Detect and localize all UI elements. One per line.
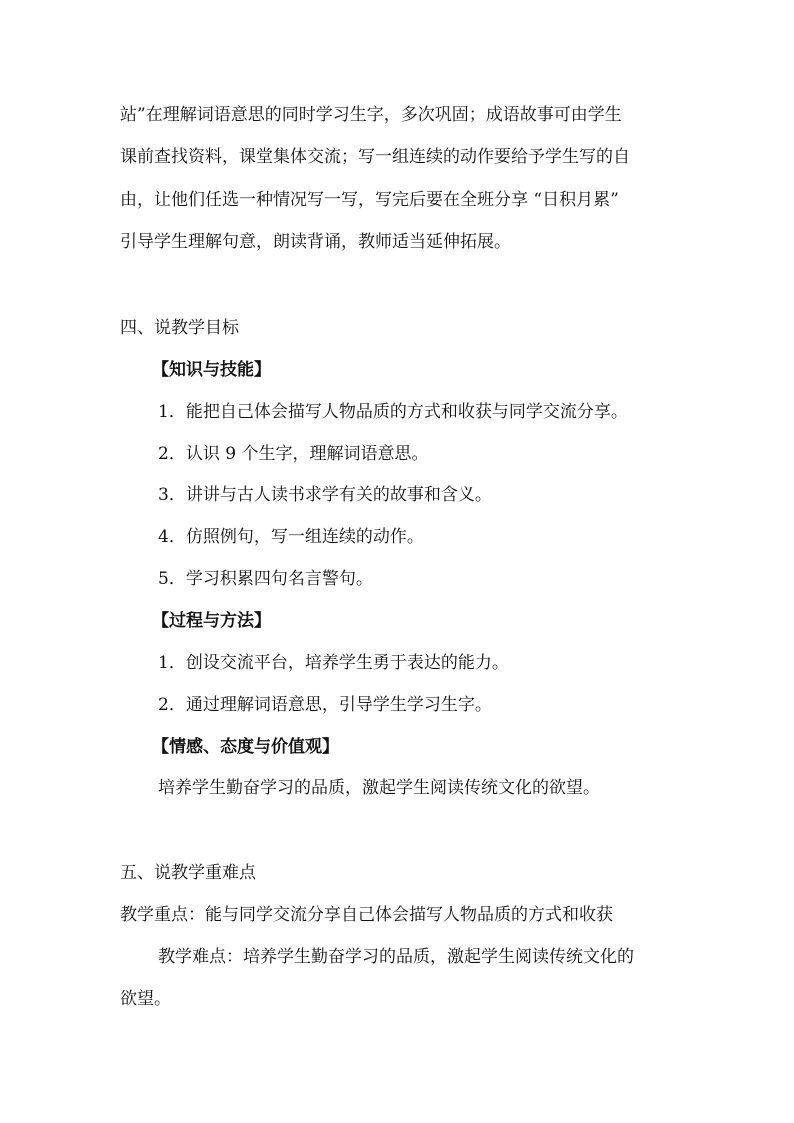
- intro-line-3: 由，让他们任选一种情况写一写，写完后要在全班分享 “日积月累”: [120, 190, 619, 210]
- process-item-1: 1．创设交流平台，培养学生勇于表达的能力。: [158, 653, 509, 673]
- process-heading: 【过程与方法】: [152, 611, 271, 631]
- key-point-text: 教学重点：能与同学交流分享自己体会描写人物品质的方式和收获: [120, 905, 613, 925]
- difficulty-text-line-2: 欲望。: [120, 989, 171, 1009]
- knowledge-item-2: 2．认识 9 个生字，理解词语意思。: [158, 444, 429, 464]
- knowledge-item-5: 5．学习积累四句名言警句。: [158, 569, 373, 589]
- knowledge-item-4: 4．仿照例句，写一组连续的动作。: [158, 527, 424, 547]
- section-4-heading: 四、说教学目标: [120, 318, 239, 338]
- emotion-heading: 【情感、态度与价值观】: [152, 737, 339, 757]
- intro-line-4: 引导学生理解句意，朗读背诵，教师适当延伸拓展。: [120, 232, 511, 252]
- emotion-text: 培养学生勤奋学习的品质，激起学生阅读传统文化的欲望。: [158, 778, 600, 798]
- process-item-2: 2．通过理解词语意思，引导学生学习生字。: [158, 695, 492, 715]
- section-5-heading: 五、说教学重难点: [120, 863, 256, 883]
- intro-line-1: 站”在理解词语意思的同时学习生字，多次巩固；成语故事可由学生: [120, 105, 622, 125]
- knowledge-item-1: 1．能把自己体会描写人物品质的方式和收获与同学交流分享。: [158, 402, 628, 422]
- knowledge-item-3: 3．讲讲与古人读书求学有关的故事和含义。: [158, 485, 492, 505]
- difficulty-text-line-1: 教学难点：培养学生勤奋学习的品质，激起学生阅读传统文化的: [158, 947, 634, 967]
- knowledge-heading: 【知识与技能】: [152, 360, 271, 380]
- intro-line-2: 课前查找资料，课堂集体交流；写一组连续的动作要给予学生写的自: [120, 147, 630, 167]
